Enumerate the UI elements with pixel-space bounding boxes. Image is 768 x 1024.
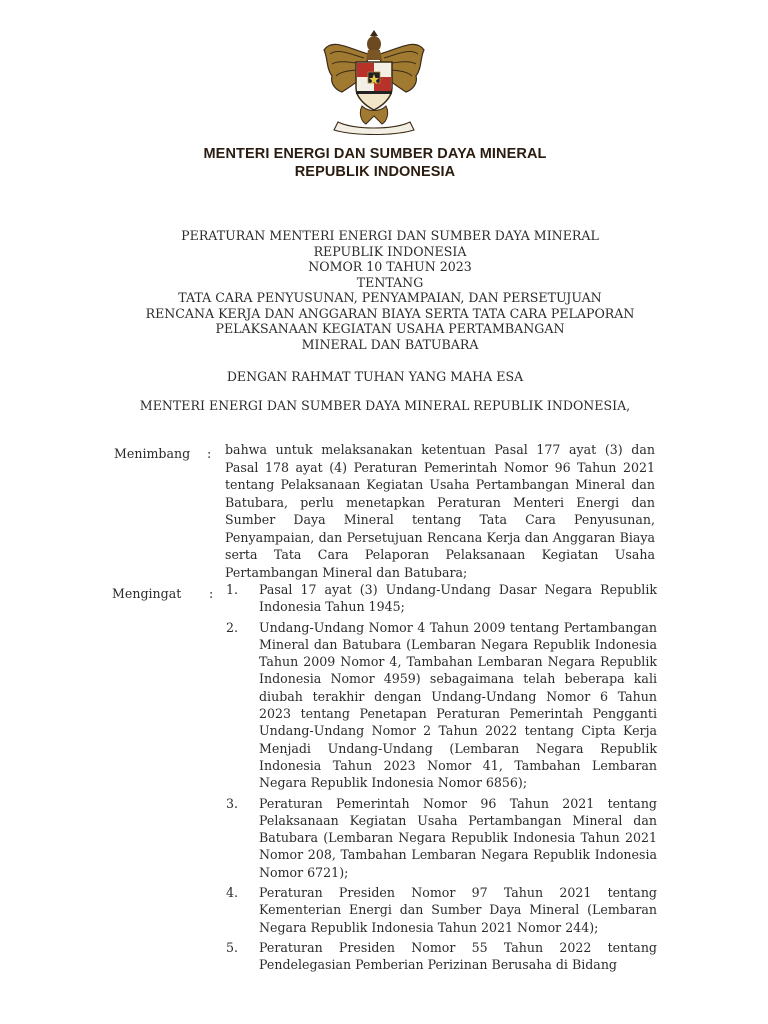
- list-item-number: 5.: [226, 939, 239, 955]
- title-line: RENCANA KERJA DAN ANGGARAN BIAYA SERTA TATA CARA PELAPORAN: [145, 305, 635, 321]
- title-line: NOMOR 10 TAHUN 2023: [308, 259, 472, 274]
- mengingat-label: Mengingat: [112, 586, 182, 601]
- list-item-number: 3.: [226, 795, 239, 811]
- list-item-number: 2.: [226, 619, 239, 635]
- list-item-number: 1.: [226, 582, 239, 597]
- list-item-text: Peraturan Presiden Nomor 55 Tahun 2022 tentang Pendelegasian Pemberian Perizinan Berusaha di Bidang: [259, 939, 657, 973]
- title-line: MINERAL DAN BATUBARA: [301, 336, 479, 352]
- list-item-number: 4.: [226, 885, 239, 901]
- list-item-text: Pasal 17 ayat (3) Undang-Undang Dasar Negara Republik Indonesia Tahun 1945;: [259, 582, 657, 615]
- list-item-text: Undang-Undang Nomor 4 Tahun 2009 tentang Pertambangan Mineral dan Batubara (Lembaran Negara Republik Indonesia Tahun 2009 Nomor 4, Tambahan Lembaran Negara Republik Indonesia Nomor 4959) sebagaimana telah beberapa kali diubah terakhir dengan Undang-Undang Nomor 6 Tahun 2023 tentang Penetapan Peraturan Pemerintah Pengganti Undang-Undang Nomor 2 Tahun 2022 tentang Cipta Kerja Menjadi Undang-Undang (Lembaran Negara Republik Indonesia Tahun 2023 Nomor 41, Tambahan Lembaran Negara Republik Indonesia Nomor 6856);: [259, 619, 657, 791]
- title-line: PELAKSANAAN KEGIATAN USAHA PERTAMBANGAN: [215, 321, 565, 336]
- title-line: TATA CARA PENYUSUNAN, PENYAMPAIAN, DAN PERSETUJUAN: [178, 290, 602, 305]
- list-item-text: Peraturan Pemerintah Nomor 96 Tahun 2021 tentang Pelaksanaan Kegiatan Usaha Pertambangan Mineral dan Batubara (Lembaran Negara Republik Indonesia Tahun 2021 Nomor 208, Tambahan Lembaran Negara Republik Indonesia Nomor 6721);: [259, 795, 657, 880]
- organization-country: REPUBLIK INDONESIA: [294, 164, 456, 180]
- list-item: [222, 795, 657, 881]
- list-item: [222, 581, 657, 616]
- title-line: REPUBLIK INDONESIA: [313, 243, 467, 259]
- regulation-title: [100, 228, 680, 352]
- garuda-pancasila-emblem-icon: [318, 30, 430, 135]
- title-line: TENTANG: [356, 274, 424, 290]
- list-item: [222, 939, 657, 973]
- menimbang-text: bahwa untuk melaksanakan ketentuan Pasal 177 ayat (3) dan Pasal 178 ayat (4) Peraturan Pemerintah Nomor 96 Tahun 2021 tentang Pelaksanaan Kegiatan Usaha Pertambangan Mineral dan Batubara, perlu menetapkan Peraturan Menteri Energi dan Sumber Daya Mineral tentang Tata Cara Penyusunan, Penyampaian, dan Persetujuan Rencana Kerja dan Anggaran Biaya serta Tata Cara Pelaporan Pelaksanaan Kegiatan Usaha Pertambangan Mineral dan Batubara;: [225, 442, 655, 580]
- organization-name: MENTERI ENERGI DAN SUMBER DAYA MINERAL: [203, 146, 547, 162]
- mengingat-list: [222, 581, 657, 976]
- list-item: [222, 619, 657, 792]
- menimbang-colon: :: [207, 446, 212, 461]
- invocation-line: DENGAN RAHMAT TUHAN YANG MAHA ESA: [226, 369, 524, 384]
- list-item-text: Peraturan Presiden Nomor 97 Tahun 2021 tentang Kementerian Energi dan Sumber Daya Mineral (Lembaran Negara Republik Indonesia Tahun 2021 Nomor 244);: [259, 885, 657, 935]
- menimbang-label: Menimbang: [114, 446, 191, 461]
- mengingat-colon: :: [209, 586, 214, 601]
- issuer-line: MENTERI ENERGI DAN SUMBER DAYA MINERAL REPUBLIK INDONESIA,: [139, 398, 631, 413]
- list-item: [222, 884, 657, 936]
- title-line: PERATURAN MENTERI ENERGI DAN SUMBER DAYA MINERAL: [181, 228, 599, 243]
